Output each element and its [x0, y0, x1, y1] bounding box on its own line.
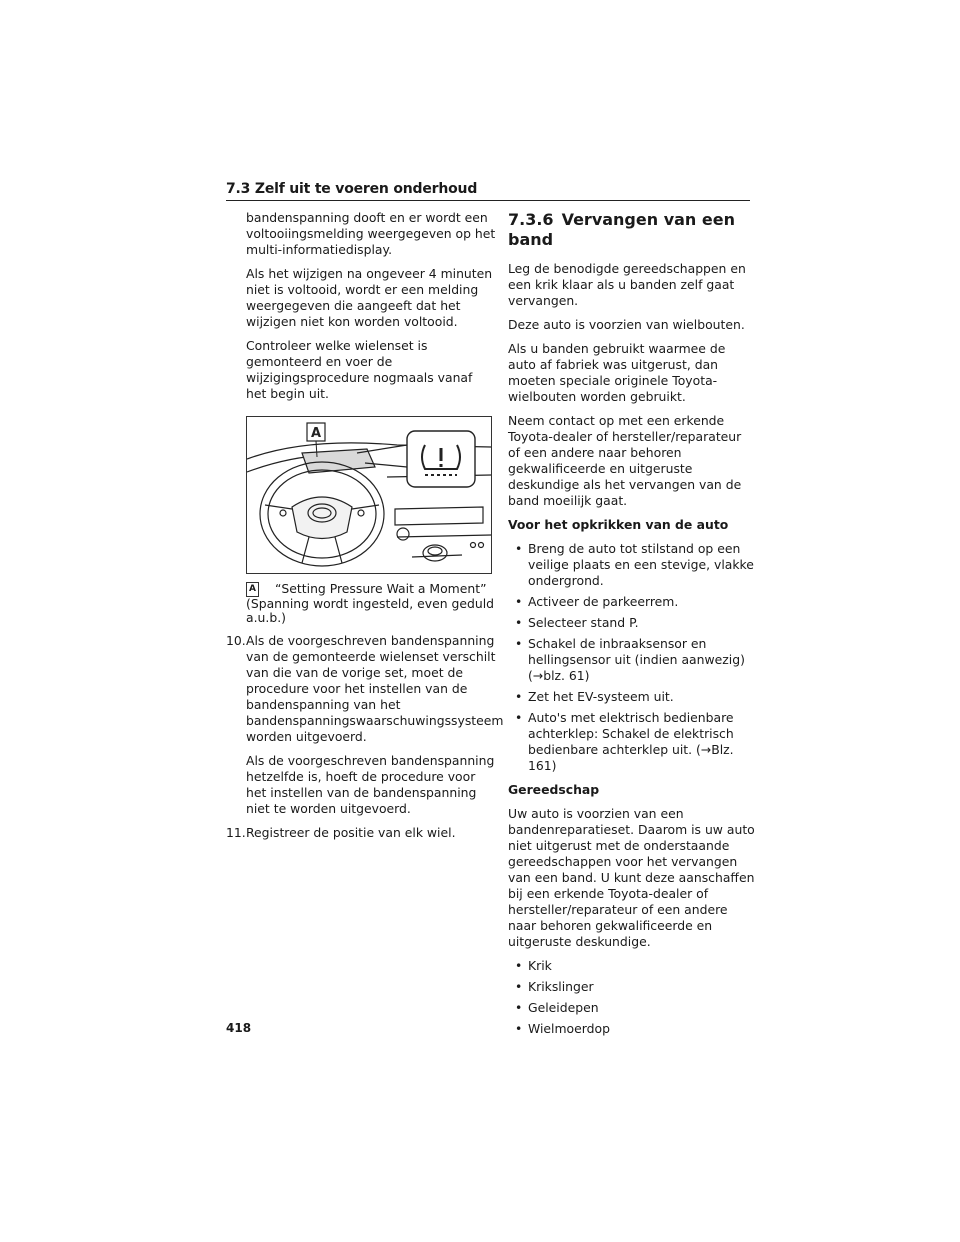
step-11: [226, 825, 496, 841]
bullet-list: [508, 958, 756, 1037]
list-item: • Geleidepen: [508, 1000, 756, 1016]
list-item: • Auto's met elektrisch bedienbare achterklep: Schakel de elektrisch bedienbare achterklep uit. (→Blz. 161): [508, 710, 756, 774]
subheading: Voor het opkrikken van de auto: [508, 517, 729, 532]
dashboard-illustration: [246, 416, 492, 574]
step-number: 10.: [226, 633, 246, 648]
paragraph: Als het wijzigen na ongeveer 4 minuten niet is voltooid, wordt er een melding weergegeven die aangeeft dat het wijzigen niet kon worden voltooid.: [246, 266, 493, 329]
paragraph: Deze auto is voorzien van wielbouten.: [508, 317, 745, 332]
right-column: [508, 210, 756, 1045]
figure-label-a: A: [310, 426, 322, 441]
step-text: Registreer de positie van elk wiel.: [246, 825, 456, 840]
list-item: • Wielmoerdop: [508, 1021, 756, 1037]
heading-text: Vervangen van een band: [508, 210, 735, 249]
paragraph: bandenspanning dooft en er wordt een voltooiingsmelding weergegeven op het multi-informatiedisplay.: [246, 210, 496, 257]
figure-caption: [226, 582, 496, 625]
step-number: 11.: [226, 825, 246, 840]
section-header: [226, 178, 750, 201]
paragraph: Leg de benodigde gereedschappen en een krik klaar als u banden zelf gaat vervangen.: [508, 261, 746, 308]
list-item: • Schakel de inbraaksensor en hellingsensor uit (indien aanwezig) (→blz. 61): [508, 636, 756, 684]
list-item: • Breng de auto tot stilstand op een veilige plaats en een stevige, vlakke ondergrond.: [508, 541, 756, 589]
paragraph: Controleer welke wielenset is gemonteerd en voer de wijzigingsprocedure nogmaals vanaf het begin uit.: [246, 338, 473, 401]
steering-wheel-dashboard-drawing: [247, 417, 491, 573]
list-item: • Selecteer stand P.: [508, 615, 756, 631]
section-heading: [508, 210, 756, 250]
bullet-list: [508, 541, 756, 774]
step-10: [226, 633, 504, 745]
paragraph: Uw auto is voorzien van een bandenreparatieset. Daarom is uw auto niet uitgerust met de onderstaande gereedschappen voor het vervangen van een band. U kunt deze aanschaffen bij een erkende Toyota-dealer of hersteller/reparateur of een andere naar behoren gekwalificeerde en uitgeruste deskundige.: [508, 806, 755, 949]
step-10-note: Als de voorgeschreven bandenspanning hetzelfde is, hoeft de procedure voor het instellen van de bandenspanning niet te worden uitgevoerd.: [246, 753, 495, 816]
section-title: 7.3 Zelf uit te voeren onderhoud: [226, 181, 478, 197]
list-item: • Krikslinger: [508, 979, 756, 995]
paragraph: Als u banden gebruikt waarmee de auto af fabriek was uitgerust, dan moeten speciale originele Toyota-wielbouten worden gebruikt.: [508, 341, 726, 404]
list-item: • Activeer de parkeerrem.: [508, 594, 756, 610]
list-item: • Zet het EV-systeem uit.: [508, 689, 756, 705]
caption-text: “Setting Pressure Wait a Moment” (Spanning wordt ingesteld, even geduld a.u.b.): [246, 581, 495, 625]
left-column: [226, 210, 504, 849]
page-number: 418: [226, 1021, 252, 1035]
heading-number: 7.3.6: [508, 210, 554, 229]
caption-badge: A: [246, 582, 259, 597]
step-text: Als de voorgeschreven bandenspanning van de gemonteerde wielenset verschilt van die van de vorige set, moet de procedure voor het instellen van de bandenspanning van het bandenspanningswaarschuwingssysteem worden uitgevoerd.: [246, 633, 504, 744]
paragraph: Neem contact op met een erkende Toyota-dealer of hersteller/reparateur of een andere naar behoren gekwalificeerde en uitgeruste deskundige als het vervangen van de band moeilijk gaat.: [508, 413, 742, 508]
subheading: Gereedschap: [508, 782, 600, 797]
list-item: • Krik: [508, 958, 756, 974]
